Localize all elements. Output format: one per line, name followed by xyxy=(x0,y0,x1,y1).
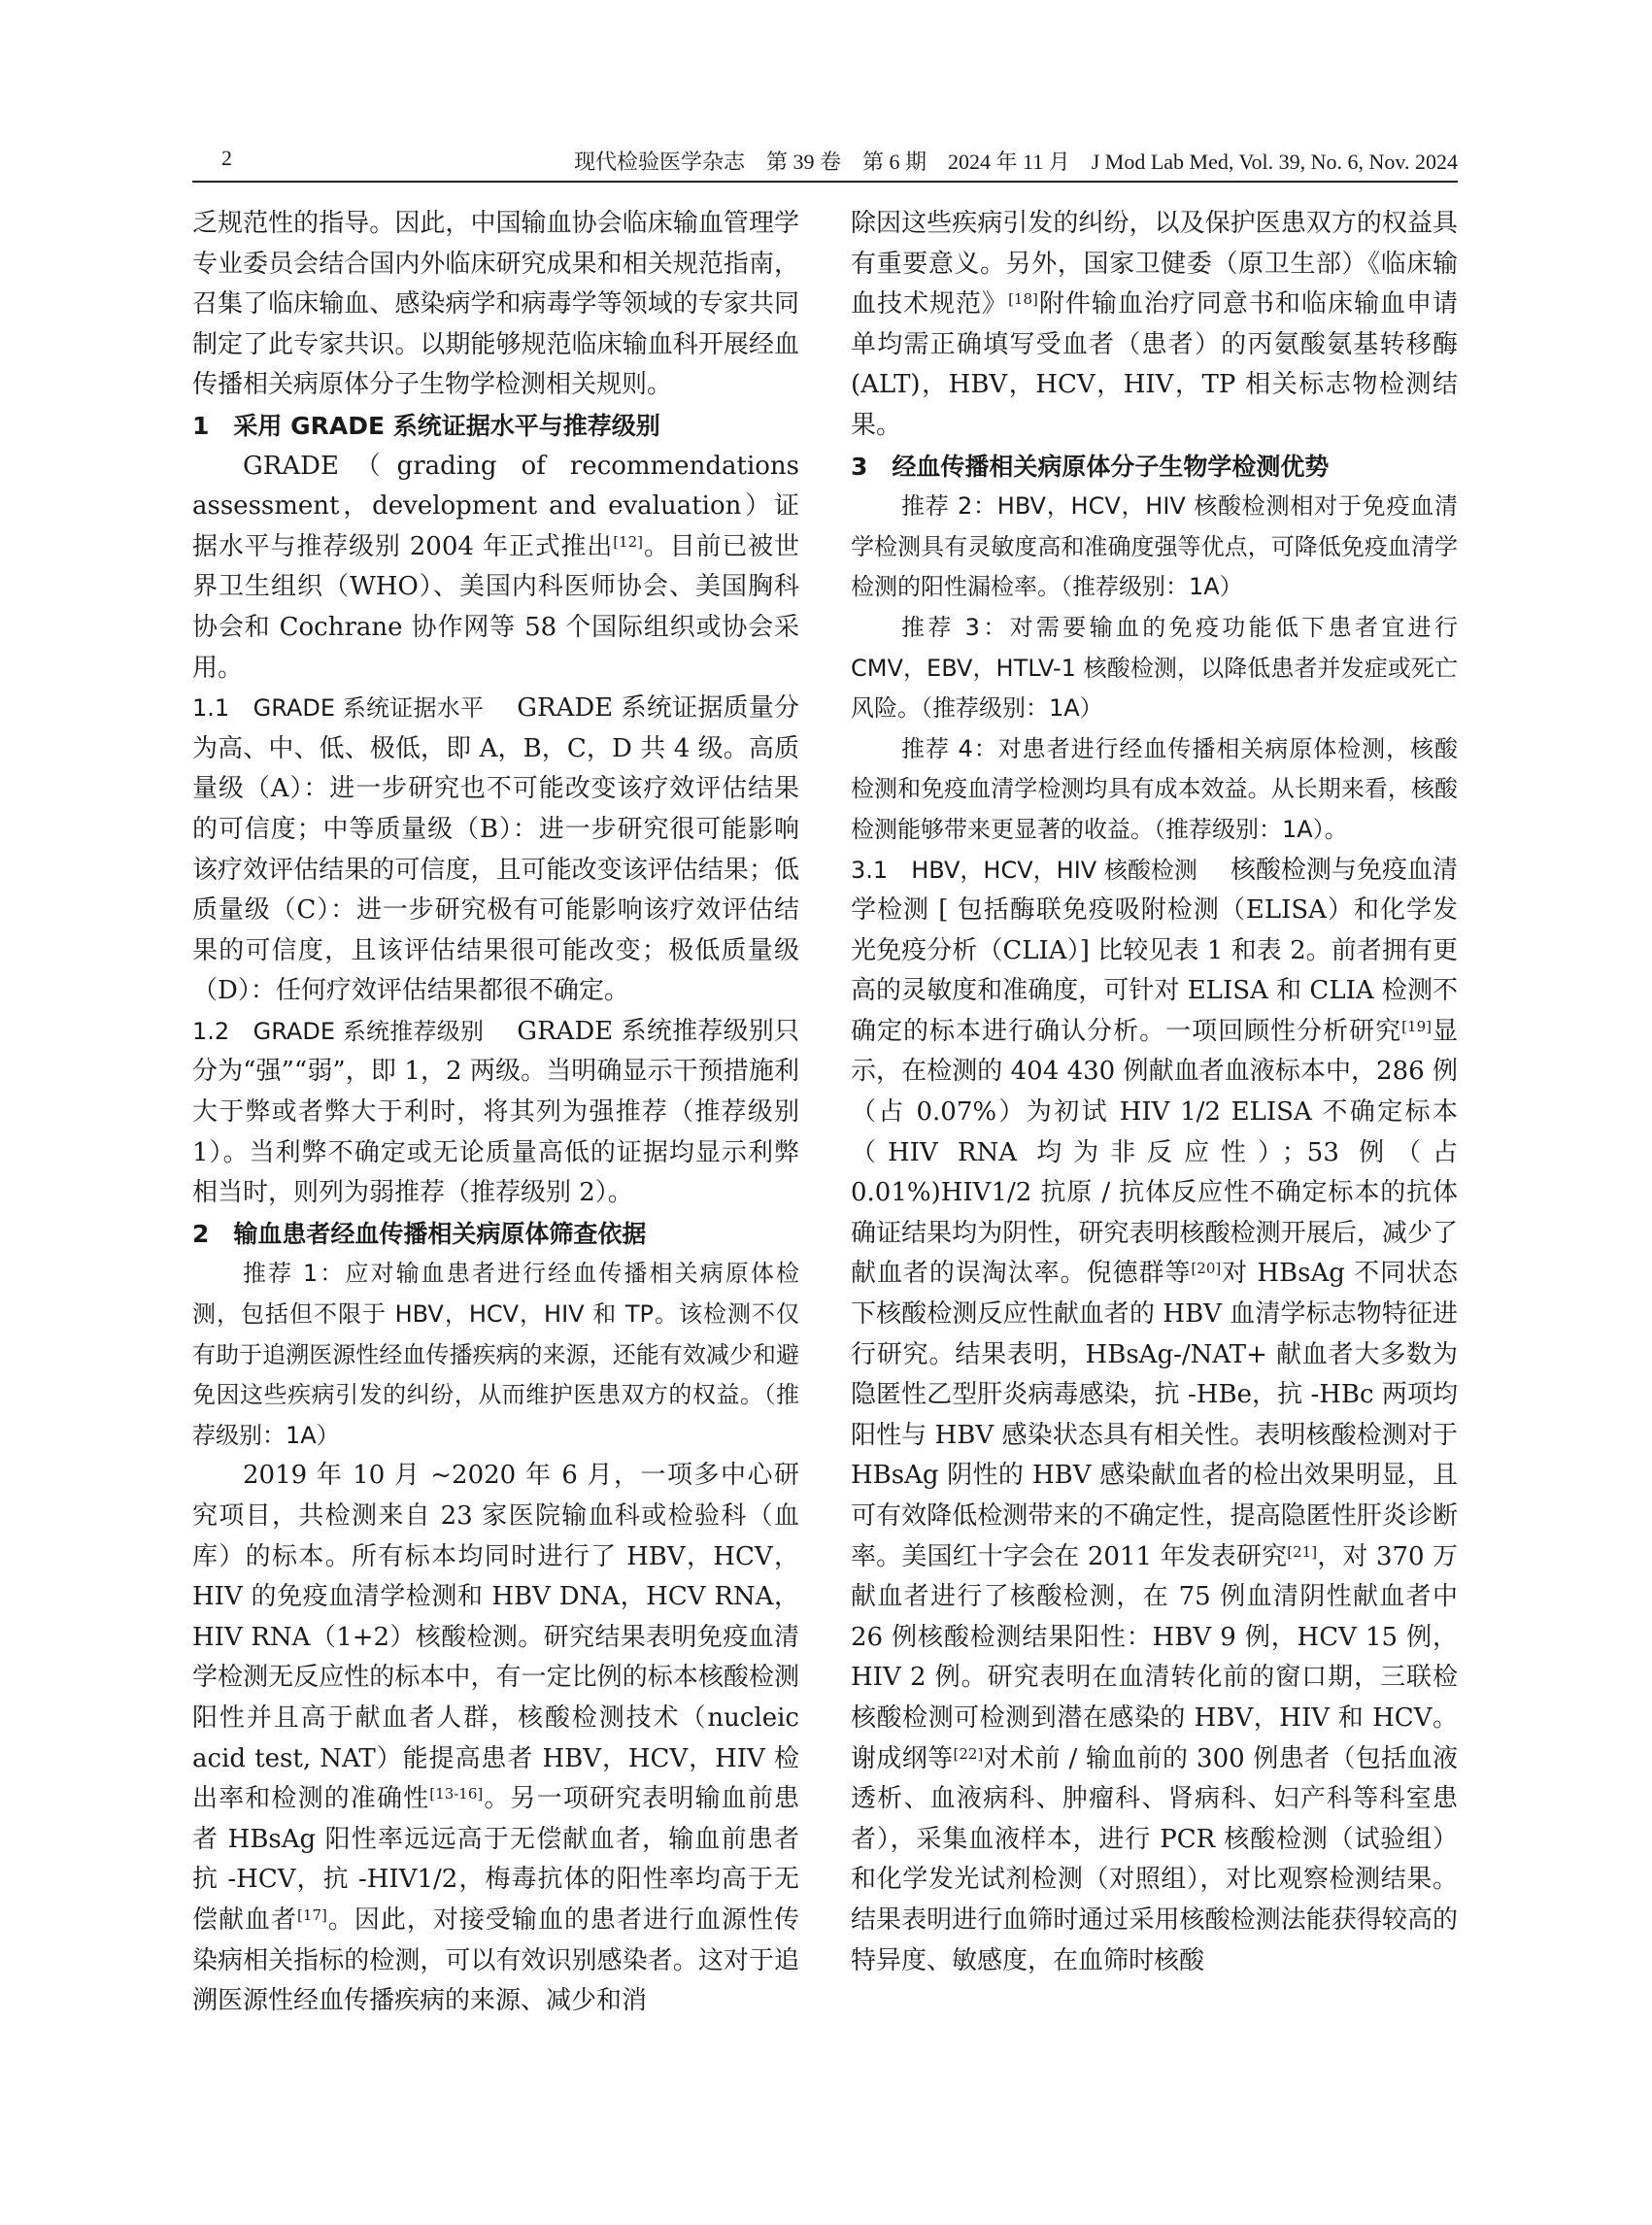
citation-ref: [12] xyxy=(613,532,643,551)
citation-ref: [22] xyxy=(953,1744,984,1763)
subsection-title: 1.2 GRADE 系统推荐级别 xyxy=(192,1017,485,1045)
paragraph: 乏规范性的指导。因此，中国输血协会临床输血管理学专业委员会结合国内外临床研究成果和相关规范指南，召集了临床输血、感染病学和病毒学等领域的专家共同制定了此专家共识。以期能够规范临床输血科开展经血传播相关病原体分子生物学检测相关规则。 xyxy=(192,209,799,400)
journal-citation: 现代检验医学杂志 第 39 卷 第 6 期 2024 年 11 月 J Mod Lab Med, Vol. 39, No. 6, Nov. 2024 xyxy=(574,150,1458,174)
recommendation-1: 推荐 1：应对输血患者进行经血传播相关病原体检测，包括但不限于 HBV，HCV，HIV 和 TP。该检测不仅有助于追溯医源性经血传播疾病的来源，还能有效减少和避免因这些疾病引发的纠纷，从而维护医患双方的权益。（推荐级别：1A） xyxy=(192,1260,799,1449)
recommendation-2: 推荐 2：HBV，HCV，HIV 核酸检测相对于免疫血清学检测具有灵敏度高和准确度强等优点，可降低免疫血清学检测的阳性漏检率。（推荐级别：1A） xyxy=(851,492,1458,601)
citation-ref: [18] xyxy=(1008,290,1038,309)
left-column xyxy=(192,204,799,2022)
section-heading-1: 1 采用 GRADE 系统证据水平与推荐级别 xyxy=(192,411,660,440)
subsection-1-2: 1.2 GRADE 系统推荐级别 GRADE 系统推荐级别只分为“强”“弱”，即 1，2 两级。当明确显示干预措施利大于弊或者弊大于利时，将其列为强推荐（推荐级别 1）。当利弊不确定或无论质量高低的证据均显示利弊相当时，则列为弱推荐（推荐级别 2）。 xyxy=(192,1016,799,1208)
citation-ref: [17] xyxy=(297,1905,327,1924)
citation-ref: [21] xyxy=(1287,1542,1318,1561)
running-header xyxy=(192,138,1458,185)
recommendation-4: 推荐 4：对患者进行经血传播相关病原体检测，核酸检测和免疫血清学检测均具有成本效益。从长期来看，核酸检测能够带来更显著的收益。（推荐级别：1A）。 xyxy=(851,734,1458,843)
subsection-1-1: 1.1 GRADE 系统证据水平 GRADE 系统证据质量分为高、中、低、极低，即 A，B，C，D 共 4 级。高质量级（A）：进一步研究也不可能改变该疗效评估结果的可信度；中等质量级（B）：进一步研究很可能影响该疗效评估结果的可信度，且可能改变该评估结果；低质量级（C）：进一步研究极有可能影响该疗效评估结果的可信度，且该评估结果很可能改变；极低质量级（D）：任何疗效评估结果都很不确定。 xyxy=(192,693,799,1006)
citation-ref: [20] xyxy=(1191,1260,1222,1278)
page-number: 2 xyxy=(221,146,232,170)
paragraph: 除因这些疾病引发的纠纷，以及保护医患双方的权益具有重要意义。另外，国家卫健委（原卫生部）《临床输血技术规范》[18]附件输血治疗同意书和临床输血申请单均需正确填写受血者（患者）的丙氨酸氨基转移酶 (ALT)，HBV，HCV，HIV，TP 相关标志物检测结果。 xyxy=(851,209,1458,440)
subsection-title: 3.1 HBV，HCV，HIV 核酸检测 xyxy=(851,856,1197,884)
section-heading-2: 2 输血患者经血传播相关病原体筛查依据 xyxy=(192,1219,647,1248)
right-column xyxy=(851,204,1458,1981)
citation-ref: [19] xyxy=(1401,1017,1432,1035)
section-heading-3: 3 经血传播相关病原体分子生物学检测优势 xyxy=(851,452,1330,481)
header-rule xyxy=(192,181,1458,183)
citation-ref: [13-16] xyxy=(429,1785,484,1804)
paragraph: 2019 年 10 月 ~2020 年 6 月，一项多中心研究项目，共检测来自 23 家医院输血科或检验科（血库）的标本。所有标本均同时进行了 HBV，HCV，HIV 的免疫血清学检测和 HBV DNA，HCV RNA，HIV RNA（1+2）核酸检测。研究结果表明免疫血清学检测无反应性的标本中，有一定比例的标本核酸检测阳性并且高于献血者人群，核酸检测技术（nucleic acid test, NAT）能提高患者 HBV，HCV，HIV 检出率和检测的准确性[13-16]。另一项研究表明输血前患者 HBsAg 阳性率远远高于无偿献血者，输血前患者抗 -HCV，抗 -HIV1/2，梅毒抗体的阳性率均高于无偿献血者[17]。因此，对接受输血的患者进行血源性传染病相关指标的检测，可以有效识别感染者。这对于追溯医源性经血传播疾病的来源、减少和消 xyxy=(192,1461,799,2016)
paragraph: GRADE（grading of recommendations assessment，development and evaluation）证据水平与推荐级别 2004 年正式推出[12]。目前已被世界卫生组织（WHO）、美国内科医师协会、美国胸科协会和 Cochrane 协作网等 58 个国际组织或协会采用。 xyxy=(192,451,799,683)
subsection-title: 1.1 GRADE 系统证据水平 xyxy=(192,694,485,723)
subsection-3-1: 3.1 HBV，HCV，HIV 核酸检测 核酸检测与免疫血清学检测 [ 包括酶联免疫吸附检测（ELISA）和化学发光免疫分析（CLIA）] 比较见表 1 和表 2。前者拥有更高的灵敏度和准确度，可针对 ELISA 和 CLIA 检测不确定的标本进行确认分析。一项回顾性分析研究[19]显示，在检测的 404 430 例献血者血液标本中，286 例（占 0.07%）为初试 HIV 1/2 ELISA 不确定标本（HIV RNA 均为非反应性）；53 例（占 0.01%)HIV1/2 抗原 / 抗体反应性不确定标本的抗体确证结果均为阴性，研究表明核酸检测开展后，减少了献血者的误淘汰率。倪德群等[20]对 HBsAg 不同状态下核酸检测反应性献血者的 HBV 血清学标志物特征进行研究。结果表明，HBsAg-/NAT+ 献血者大多数为隐匿性乙型肝炎病毒感染，抗 -HBe，抗 -HBc 两项均阳性与 HBV 感染状态具有相关性。表明核酸检测对于 HBsAg 阴性的 HBV 感染献血者的检出效果明显，且可有效降低检测带来的不确定性，提高隐匿性肝炎诊断率。美国红十字会在 2011 年发表研究[21]，对 370 万献血者进行了核酸检测，在 75 例血清阴性献血者中 26 例核酸检测结果阳性：HBV 9 例，HCV 15 例，HIV 2 例。研究表明在血清转化前的窗口期，三联检核酸检测可检测到潜在感染的 HBV，HIV 和 HCV。谢成纲等[22]对术前 / 输血前的 300 例患者（包括血液透析、血液病科、肿瘤科、肾病科、妇产科等科室患者），采集血液样本，进行 PCR 核酸检测（试验组）和化学发光试剂检测（对照组），对比观察检测结果。结果表明进行血筛时通过采用核酸检测法能获得较高的特异度、敏感度，在血筛时核酸 xyxy=(851,855,1458,1975)
recommendation-3: 推荐 3：对需要输血的免疫功能低下患者宜进行 CMV，EBV，HTLV-1 核酸检测，以降低患者并发症或死亡风险。（推荐级别：1A） xyxy=(851,613,1458,723)
